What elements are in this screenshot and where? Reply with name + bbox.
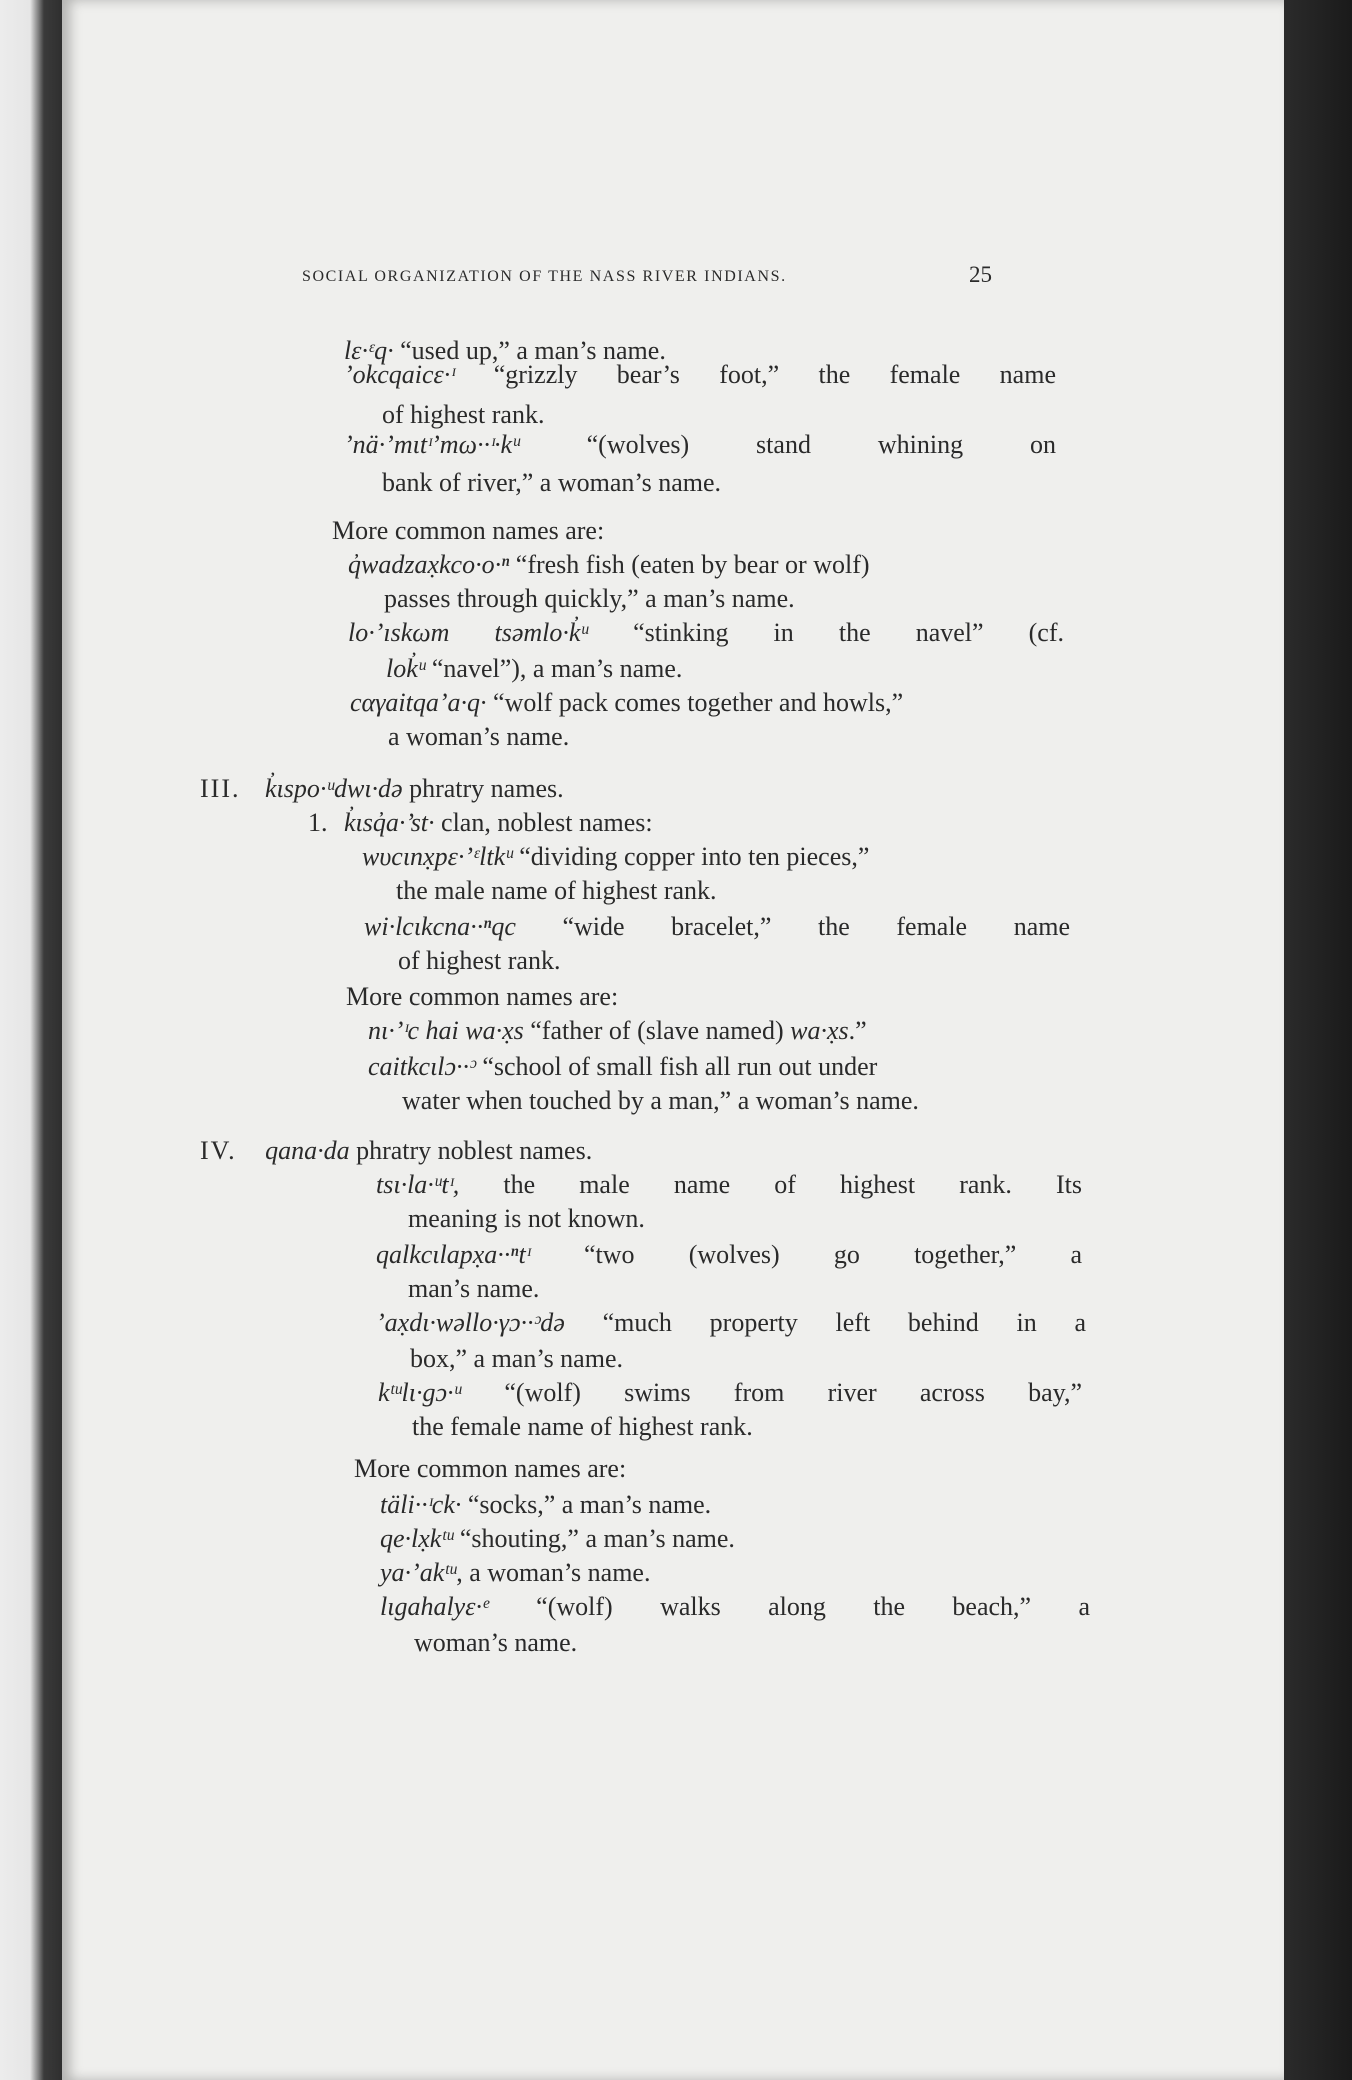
entry-line [396, 874, 717, 908]
gloss: meaning is not known. [408, 1204, 645, 1233]
entry-line [382, 398, 544, 432]
entry-line [348, 616, 1064, 650]
gloss: “two (wolves) go together,” a [529, 1240, 1082, 1269]
native-name: lɩgahalyɛ·ᵉ [380, 1592, 489, 1621]
book-page [62, 0, 1284, 2080]
native-name: tsɩ·la·ᵘtᶦ, [376, 1170, 460, 1199]
native-name: kᵗᵘlɩ·gɔ·ᵘ [378, 1378, 462, 1407]
entry-line [410, 1342, 623, 1376]
native-name: q̓wadzax̣kco·o·ⁿ [348, 550, 510, 579]
gloss: “(wolf) walks along the beach,” a [488, 1592, 1090, 1621]
gloss: “used up,” a man’s name. [393, 336, 666, 365]
native-name: lɛ·ᵋq· [344, 336, 394, 365]
entry-line [368, 1050, 877, 1084]
entry-line [380, 1522, 735, 1556]
gloss: “(wolf) swims from river across bay,” [461, 1378, 1082, 1407]
gloss: “shouting,” a man’s name. [453, 1524, 735, 1553]
running-header: SOCIAL ORGANIZATION OF THE NASS RIVER INDIANS. [302, 268, 787, 285]
entry-line [350, 686, 903, 720]
gloss: of highest rank. [398, 946, 561, 975]
native-name: lo·’ıskωm tsəmlo·k̓ᵘ [348, 618, 589, 647]
native-name: wυcɩnx̣pɛ·’ᵋltkᵘ [362, 842, 513, 871]
gloss: , a woman’s name. [456, 1558, 651, 1587]
gloss: the male name of highest rank. Its [459, 1170, 1082, 1199]
entry-line [344, 428, 1056, 462]
native-name: qe·lx̣kᵗᵘ [380, 1524, 454, 1553]
entry-line [376, 1238, 1082, 1272]
entry-line [384, 582, 795, 616]
gloss: box,” a man’s name. [410, 1344, 623, 1373]
gloss: “fresh fish (eaten by bear or wolf) [509, 550, 870, 579]
gloss: passes through quickly,” a man’s name. [384, 584, 795, 613]
native-name: wa·x̣s [790, 1016, 849, 1045]
entry-line [362, 840, 869, 874]
clan-text: clan, noblest names: [434, 808, 653, 837]
section-heading-iii [200, 772, 564, 806]
native-name: qalkcɩlapx̣a··ⁿtᶦ [376, 1240, 530, 1269]
gloss: woman’s name. [414, 1628, 578, 1657]
entry-line [408, 1202, 645, 1236]
gloss: “wide bracelet,” the female name [515, 912, 1070, 941]
gloss: man’s name. [408, 1274, 540, 1303]
gloss: “(wolves) stand whining on [519, 430, 1056, 459]
entry-line [408, 1272, 539, 1306]
native-name: wi·lcɩkcna··ⁿqc [364, 912, 516, 941]
scan-right-edge [1284, 0, 1352, 2080]
gloss: the female name of highest rank. [412, 1412, 753, 1441]
page-number: 25 [969, 262, 992, 287]
phratry-name: k̓ɩspo·ᵘdwɩ·də [264, 774, 403, 803]
entry-line [382, 466, 721, 500]
entry-line [344, 358, 1056, 392]
gloss: “much property left behind in a [564, 1308, 1086, 1337]
entry-line [380, 1590, 1090, 1624]
native-name: ’okcqaicɛ·ᶦ [344, 360, 455, 389]
section-text: phratry noblest names. [349, 1136, 593, 1165]
entry-line [378, 1376, 1082, 1410]
gloss: bank of river,” a woman’s name. [382, 468, 722, 497]
gloss: “stinking in the navel” (cf. [588, 618, 1064, 647]
entry-line [388, 720, 569, 754]
gloss: “school of small fish all run out under [475, 1052, 878, 1081]
gloss: “father of (slave named) [523, 1016, 791, 1045]
subheading: More common names are: [346, 982, 619, 1011]
entry-line [414, 1626, 577, 1660]
section-heading-iv [200, 1134, 592, 1168]
native-name: nɩ·’ᶦc hai wa·x̣s [368, 1016, 524, 1045]
entry-line [376, 1168, 1082, 1202]
gloss: “dividing copper into ten pieces,” [512, 842, 870, 871]
gloss: of highest rank. [382, 400, 545, 429]
native-name: ya·’akᵗᵘ [380, 1558, 457, 1587]
clan-heading [308, 806, 653, 840]
gloss: a woman’s name. [388, 722, 570, 751]
native-name: täli··ᶦck· [380, 1490, 462, 1519]
entry-line [398, 944, 560, 978]
entry-line [376, 1306, 1086, 1340]
clan-name: k̓ɩsq̓a·’st· [344, 808, 435, 837]
gloss: “wolf pack comes together and howls,” [486, 688, 904, 717]
gloss: .” [848, 1016, 867, 1045]
section-numeral: IV. [200, 1136, 237, 1165]
native-name: lok̓ᵘ [386, 654, 426, 683]
gloss: “navel”), a man’s name. [425, 654, 683, 683]
subheading: More common names are: [354, 1454, 627, 1483]
entry-line [386, 652, 682, 686]
gloss: “grizzly bear’s foot,” the female name [454, 360, 1056, 389]
gloss: water when touched by a man,” a woman’s name. [402, 1086, 919, 1115]
entry-line [412, 1410, 753, 1444]
entry-line [364, 910, 1070, 944]
entry-line [380, 1488, 711, 1522]
gloss: “socks,” a man’s name. [461, 1490, 712, 1519]
native-name: caitkcɩlɔ··ᵓ [368, 1052, 476, 1081]
clan-number: 1. [308, 808, 328, 837]
subheading: More common names are: [332, 516, 605, 545]
section-text: phratry names. [402, 774, 564, 803]
phratry-name: qana·da [265, 1136, 350, 1165]
entry-line [380, 1556, 650, 1590]
native-name: ’ax̣dɩ·wəllo·γɔ··ᵓdə [376, 1308, 565, 1337]
entry-line [368, 1014, 867, 1048]
entry-line [348, 548, 870, 582]
native-name: ’nä·’mɩtᶦ’mω··ᶦ·kᵘ [344, 430, 520, 459]
entry-line [402, 1084, 919, 1118]
native-name: cαγaitqa’a·q· [350, 688, 487, 717]
section-numeral: III. [200, 774, 241, 803]
gloss: the male name of highest rank. [396, 876, 717, 905]
scan-left-edge [0, 0, 70, 2080]
page-content [62, 0, 1284, 2080]
